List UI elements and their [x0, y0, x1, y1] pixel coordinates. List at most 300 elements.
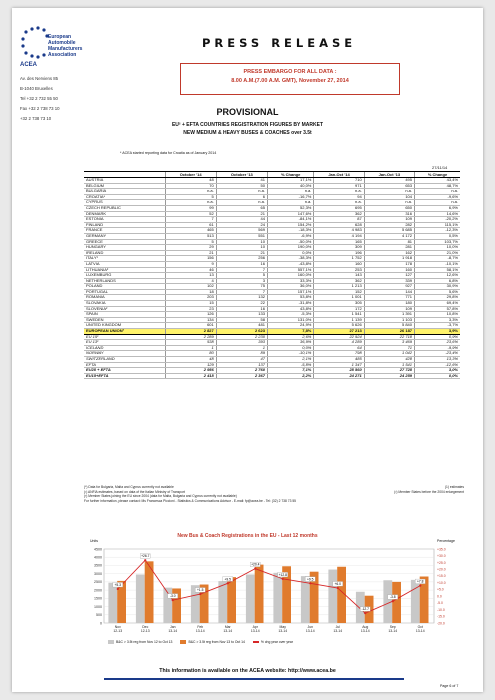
value-cell: 24 271: [314, 373, 364, 379]
bar-2013: [273, 573, 282, 623]
page-number: Page 6 of 7: [440, 684, 459, 688]
pct-change-point: [419, 584, 421, 586]
value-cell: 0,5%: [415, 233, 460, 239]
value-cell: 36,9%: [267, 340, 313, 346]
x-tick-label: Aug: [362, 625, 369, 629]
country-cell: BULGARIA: [84, 189, 165, 195]
value-cell: 7: [216, 267, 267, 273]
value-cell: 5 685: [364, 228, 414, 234]
value-cell: -38,3%: [267, 256, 313, 262]
value-cell: 3,0%: [415, 368, 460, 374]
bar-2013: [136, 574, 145, 623]
value-cell: 23,6%: [415, 340, 460, 346]
value-cell: n.a.: [364, 200, 414, 206]
value-cell: 47: [216, 357, 267, 363]
value-cell: 2,2%: [267, 373, 313, 379]
value-cell: 36,0%: [267, 284, 313, 290]
y2-tick-label: -20.0: [437, 621, 445, 626]
country-cell: GERMANY: [84, 233, 165, 239]
value-cell: 1 391: [364, 312, 414, 318]
value-cell: -31,8%: [267, 301, 313, 307]
pct-change-point: [144, 559, 146, 561]
value-cell: 43,4%: [415, 178, 460, 184]
value-cell: 7,8%: [267, 329, 313, 335]
pct-change-point: [117, 588, 119, 590]
value-cell: 46: [165, 267, 216, 273]
x-tick-label: 13-14: [278, 629, 288, 633]
value-cell: -84,1%: [267, 217, 313, 223]
value-cell: 102: [165, 284, 216, 290]
x-tick-label: Mar: [224, 625, 231, 629]
y2-tick-label: -5.0: [437, 601, 443, 606]
value-cell: 23: [165, 306, 216, 312]
legend-item-2014: B&C > 3.5t reg from Nov 13 to Oct 14: [180, 640, 244, 644]
report-date: 27/11/14: [432, 165, 448, 170]
footnote-1: (*) Data for Bulgaria, Malta and Cyprus currently not available: [84, 485, 174, 489]
country-cell: AUSTRIA: [84, 178, 165, 184]
value-cell: 253: [314, 267, 364, 273]
country-cell: EU 15¹: [84, 334, 165, 340]
value-cell: n.a.: [314, 189, 364, 195]
x-tick-label: 12-13: [140, 629, 150, 633]
value-cell: 2,6%: [267, 334, 313, 340]
footnotes: [84, 485, 464, 503]
value-cell: n.a.: [267, 189, 313, 195]
value-cell: 7: [165, 217, 216, 223]
value-cell: 10: [216, 245, 267, 251]
country-cell: NORWAY: [84, 351, 165, 357]
pct-change-point: [254, 568, 256, 570]
value-cell: 481: [216, 323, 267, 329]
value-cell: 2 418: [165, 373, 216, 379]
value-cell: 28 560: [314, 368, 364, 374]
value-cell: 5,6%: [415, 289, 460, 295]
value-cell: -16,7%: [267, 194, 313, 200]
pct-change-point: [309, 582, 311, 584]
value-cell: 48: [165, 357, 216, 363]
bar-2014: [389, 582, 401, 623]
x-tick-label: Apr: [252, 625, 258, 629]
country-cell: EU 13¹: [84, 340, 165, 346]
bar-2013: [108, 583, 117, 623]
value-cell: 10,0%: [415, 245, 460, 251]
country-cell: EU28 + EFTA: [84, 368, 165, 374]
value-cell: -50,0%: [267, 239, 313, 245]
value-cell: 6: [216, 194, 267, 200]
value-cell: 27 728: [364, 368, 414, 374]
value-cell: 65: [216, 205, 267, 211]
value-cell: 10: [216, 239, 267, 245]
value-cell: 52,3%: [267, 205, 313, 211]
value-cell: 203: [165, 295, 216, 301]
embargo-line-1: PRESS EMBARGO FOR ALL DATA :: [243, 69, 337, 75]
y2-tick-label: +10.0: [437, 580, 446, 585]
y-tick-label: 2000: [94, 588, 102, 593]
value-cell: 316: [364, 211, 414, 217]
country-cell: SPAIN: [84, 312, 165, 318]
value-cell: 137: [216, 362, 267, 368]
value-cell: 538: [165, 340, 216, 346]
bar-2014: [117, 581, 126, 623]
value-cell: -12,3%: [415, 228, 460, 234]
value-cell: 58,1%: [415, 267, 460, 273]
pct-change-point: [337, 587, 339, 589]
value-cell: 3 469: [364, 340, 414, 346]
value-cell: 557,1%: [267, 267, 313, 273]
value-cell: 1: [165, 345, 216, 351]
y2-tick-label: +15.0: [437, 574, 446, 579]
value-cell: 21: [216, 211, 267, 217]
value-cell: 180: [364, 301, 414, 307]
value-cell: n.a.: [267, 200, 313, 206]
value-cell: 190,0%: [267, 245, 313, 251]
value-cell: 339: [364, 278, 414, 284]
country-cell: PORTUGAL: [84, 289, 165, 295]
value-cell: 256: [216, 256, 267, 262]
value-cell: 154,2%: [267, 222, 313, 228]
value-cell: n.a.: [216, 200, 267, 206]
country-cell: POLAND: [84, 284, 165, 290]
value-cell: 132: [216, 295, 267, 301]
croatia-note: * ACEA started reporting data for Croatia as of January 2014: [120, 151, 217, 155]
value-cell: 2 956: [165, 368, 216, 374]
country-cell: SLOVAKIA: [84, 301, 165, 307]
value-cell: 281: [364, 245, 414, 251]
y-tick-label: 4500: [94, 547, 102, 552]
country-cell: ICELAND: [84, 345, 165, 351]
y-tick-label: 4000: [94, 555, 102, 560]
value-cell: 485: [314, 357, 364, 363]
value-cell: 551: [216, 233, 267, 239]
value-cell: 18: [165, 289, 216, 295]
country-cell: EFTA: [84, 362, 165, 368]
value-cell: 94: [314, 194, 364, 200]
x-tick-label: 13-14: [168, 629, 178, 633]
press-release-page: [12, 8, 483, 692]
value-cell: 695: [314, 205, 364, 211]
value-cell: 17,1%: [267, 178, 313, 184]
value-cell: 428: [364, 357, 414, 363]
value-cell: 0,9%: [415, 334, 460, 340]
pct-change-point: [172, 599, 174, 601]
pct-change-point: [227, 582, 229, 584]
value-cell: -6,9%: [267, 233, 313, 239]
value-cell: n.a.: [216, 189, 267, 195]
value-cell: 22 924: [314, 334, 364, 340]
value-cell: 2 760: [216, 368, 267, 374]
value-cell: 24 259: [364, 373, 414, 379]
value-cell: 26 187: [364, 329, 414, 335]
value-cell: 64: [314, 345, 364, 351]
value-cell: 126: [165, 312, 216, 318]
value-cell: 196: [314, 250, 364, 256]
value-cell: 27 213: [314, 329, 364, 335]
value-cell: 309: [314, 245, 364, 251]
value-cell: -18,3%: [267, 228, 313, 234]
value-cell: 2 289: [165, 334, 216, 340]
registrations-table: [84, 171, 460, 379]
value-cell: 144: [364, 289, 414, 295]
value-cell: 21: [216, 250, 267, 256]
value-cell: 160: [314, 261, 364, 267]
value-cell: n.a.: [415, 189, 460, 195]
value-cell: n.a.: [165, 200, 216, 206]
country-cell: ROMANIA: [84, 295, 165, 301]
x-tick-label: 13-14: [415, 629, 425, 633]
bar-2013: [246, 574, 255, 623]
country-cell: EUROPEAN UNION²: [84, 329, 165, 335]
embargo-box: [180, 63, 400, 95]
country-cell: FRANCE: [84, 228, 165, 234]
value-cell: -10,1%: [415, 261, 460, 267]
value-cell: 1 541: [314, 312, 364, 318]
value-cell: 29: [165, 245, 216, 251]
value-cell: 4: [165, 278, 216, 284]
value-cell: 89: [216, 351, 267, 357]
value-cell: 75: [216, 284, 267, 290]
bar-2014: [255, 565, 264, 623]
value-cell: 1 918: [364, 256, 414, 262]
value-cell: 393: [216, 340, 267, 346]
value-cell: 109: [364, 306, 414, 312]
value-cell: 103,7%: [415, 239, 460, 245]
country-cell: CYPRUS: [84, 200, 165, 206]
value-cell: -5,3%: [267, 312, 313, 318]
country-cell: SLOVENIA²: [84, 306, 165, 312]
value-cell: 0,0%: [267, 345, 313, 351]
value-cell: 628: [314, 222, 364, 228]
value-cell: 43,8%: [267, 306, 313, 312]
value-cell: 1 001: [314, 295, 364, 301]
value-cell: 160,0%: [267, 273, 313, 279]
y2-tick-label: 0.0: [437, 594, 442, 599]
value-cell: 3,9%: [415, 329, 460, 335]
table-header-cell: October '13: [216, 172, 267, 178]
value-cell: n.a.: [364, 189, 414, 195]
x-tick-label: Jun: [307, 625, 313, 629]
value-cell: -10,1%: [267, 351, 313, 357]
data-label: +5.3: [114, 582, 122, 587]
value-cell: 513: [165, 233, 216, 239]
value-cell: 5 840: [364, 323, 414, 329]
country-cell: FINLAND: [84, 222, 165, 228]
country-cell: HUNGARY: [84, 245, 165, 251]
value-cell: 971: [314, 183, 364, 189]
value-cell: 15: [165, 301, 216, 307]
value-cell: 362: [314, 211, 364, 217]
data-label: -3.8: [389, 595, 396, 600]
country-cell: SWITZERLAND: [84, 357, 165, 363]
value-cell: 127: [364, 273, 414, 279]
value-cell: 115,1%: [415, 222, 460, 228]
value-cell: 927: [364, 284, 414, 290]
value-cell: 1 541: [364, 362, 414, 368]
org-acronym: ACEA: [20, 62, 38, 68]
value-cell: 157,1%: [267, 289, 313, 295]
value-cell: 109: [364, 217, 414, 223]
chart-legend: [108, 640, 293, 644]
country-cell: LUXEMBURG: [84, 273, 165, 279]
bar-2013: [218, 581, 227, 623]
value-cell: 147,6%: [267, 211, 313, 217]
x-tick-label: 13-14: [305, 629, 315, 633]
x-tick-label: 12-13: [113, 629, 123, 633]
y-tick-label: 3000: [94, 571, 102, 576]
value-cell: 10,8%: [415, 312, 460, 318]
value-cell: 7: [216, 289, 267, 295]
value-cell: 22 718: [364, 334, 414, 340]
contact-note: For further information, please contact: Ms Francesca Piccioni - Statistics & Communications Advisor - E-mail: fp@acea.be - Tel: (32) 2 738 73 55: [84, 498, 296, 503]
value-cell: 160: [364, 267, 414, 273]
value-cell: 4 983: [314, 228, 364, 234]
value-cell: 798: [314, 351, 364, 357]
country-cell: EU15+EFTA: [84, 373, 165, 379]
value-cell: 6,9%: [415, 205, 460, 211]
value-cell: -12,6%: [415, 362, 460, 368]
value-cell: 162: [364, 250, 414, 256]
value-cell: 4 289: [314, 340, 364, 346]
value-cell: 305: [314, 301, 364, 307]
footnote-3: (³) Member States joining the EU since 2004 (data for Malta, Bulgaria and Cyprus currently not available): [84, 494, 237, 499]
footnote-2: (¹) ANFIA estimates, based on data of the Italian Ministry of Transport: [84, 489, 185, 494]
value-cell: 87: [314, 217, 364, 223]
value-cell: 13: [165, 273, 216, 279]
table-header-cell: Jan-Oct '13: [364, 172, 414, 178]
value-cell: 40,0%: [267, 183, 313, 189]
y-tick-label: 2500: [94, 580, 102, 585]
embargo-line-2: 8.00 A.M.(7.00 A.M. GMT), November 27, 2014: [231, 78, 349, 84]
value-cell: 5: [165, 194, 216, 200]
table-header-cell: Jan-Oct '14: [314, 172, 364, 178]
value-cell: 57,8%: [415, 306, 460, 312]
y2-tick-label: -15.0: [437, 614, 445, 619]
press-release-heading: PRESS RELEASE: [202, 36, 357, 50]
table-header-cell: % Change: [267, 172, 313, 178]
x-tick-label: May: [279, 625, 286, 629]
value-cell: 152: [314, 289, 364, 295]
value-cell: 53,8%: [267, 295, 313, 301]
pct-change-point: [282, 578, 284, 580]
value-cell: 5 626: [314, 323, 364, 329]
value-cell: 601: [165, 323, 216, 329]
value-cell: 1 139: [314, 317, 364, 323]
pct-change-point: [392, 600, 394, 602]
value-cell: 48,7%: [415, 183, 460, 189]
value-cell: 104: [364, 194, 414, 200]
value-cell: -8,7%: [415, 256, 460, 262]
value-cell: 495: [364, 178, 414, 184]
x-tick-label: Dec: [142, 625, 149, 629]
value-cell: 143: [314, 273, 364, 279]
value-cell: 50: [216, 183, 267, 189]
document-title: PROVISIONAL: [216, 107, 279, 117]
table-header-cell: % Change: [415, 172, 460, 178]
table-header-cell: October '14: [165, 172, 216, 178]
value-cell: 5: [165, 239, 216, 245]
data-label: +6.0: [334, 582, 342, 587]
bar-2013: [328, 570, 337, 623]
value-cell: 1 752: [314, 256, 364, 262]
value-cell: 99: [165, 205, 216, 211]
y2-tick-label: +30.0: [437, 554, 446, 559]
legend-item-2013: B&C > 3.5t reg from Nov 12 to Oct 13: [108, 640, 172, 644]
value-cell: 165: [314, 239, 364, 245]
country-cell: IRELAND: [84, 250, 165, 256]
document-subtitle-1: EU² + EFTA COUNTRIES REGISTRATION FIGURES BY MARKET: [171, 122, 324, 128]
country-cell: LATVIA: [84, 261, 165, 267]
country-cell: ITALY¹: [84, 256, 165, 262]
pct-change-point: [364, 612, 366, 614]
value-cell: 48: [165, 178, 216, 184]
footnote-1-right: (1) estimates: [444, 485, 464, 489]
x-tick-label: Sep: [389, 625, 396, 629]
pct-change-point: [199, 593, 201, 595]
y-tick-label: 1500: [94, 596, 102, 601]
chart-ylabel-left: Units: [90, 539, 98, 543]
x-tick-label: Oct: [417, 625, 423, 629]
data-label: +9.5: [306, 577, 314, 582]
country-cell: CROATIA*: [84, 194, 165, 200]
value-cell: 13,3%: [415, 357, 460, 363]
country-cell: ESTONIA: [84, 217, 165, 223]
value-cell: 156: [165, 256, 216, 262]
value-cell: 9: [165, 261, 216, 267]
value-cell: 771: [364, 295, 414, 301]
value-cell: 3,3%: [415, 317, 460, 323]
value-cell: 1 213: [314, 284, 364, 290]
value-cell: n.a.: [314, 200, 364, 206]
value-cell: 1 042: [364, 351, 414, 357]
data-label: +20.4: [251, 562, 260, 567]
country-cell: CZECH REPUBLIC: [84, 205, 165, 211]
value-cell: 4 194: [314, 233, 364, 239]
value-cell: -23,4%: [415, 351, 460, 357]
value-cell: 30,9%: [415, 284, 460, 290]
value-cell: 70: [165, 183, 216, 189]
value-cell: 653: [364, 183, 414, 189]
value-cell: 2 230: [216, 334, 267, 340]
value-cell: 14,6%: [415, 211, 460, 217]
country-cell: SWEDEN: [84, 317, 165, 323]
legend-item-pct: % chg year over year: [253, 640, 293, 644]
value-cell: 22: [216, 301, 267, 307]
value-cell: 131,0%: [267, 317, 313, 323]
value-cell: n.a.: [165, 189, 216, 195]
org-name: European Automobile Manufacturers Association: [48, 34, 83, 58]
value-cell: 129: [165, 362, 216, 368]
data-label: +7.8: [416, 579, 424, 584]
value-cell: 1 347: [314, 362, 364, 368]
data-label: -3.0: [169, 594, 176, 599]
value-cell: 650: [364, 205, 414, 211]
footnote-2-right: (²) Member States before the 2004 enlargement: [394, 489, 464, 494]
y-tick-label: 3500: [94, 563, 102, 568]
value-cell: 362: [314, 278, 364, 284]
value-cell: -9,9%: [415, 345, 460, 351]
y-tick-label: 0: [100, 621, 102, 626]
data-label: +26.7: [141, 554, 150, 559]
data-label: +9.5: [224, 577, 232, 582]
registrations-chart: [82, 543, 462, 639]
country-cell: DENMARK: [84, 211, 165, 217]
value-cell: 5: [216, 273, 267, 279]
value-cell: 12,6%: [415, 273, 460, 279]
x-tick-label: Nov: [114, 625, 121, 629]
value-cell: 21: [165, 250, 216, 256]
value-cell: 0,0%: [267, 250, 313, 256]
x-tick-label: 13-14: [223, 629, 233, 633]
value-cell: 1 103: [364, 317, 414, 323]
